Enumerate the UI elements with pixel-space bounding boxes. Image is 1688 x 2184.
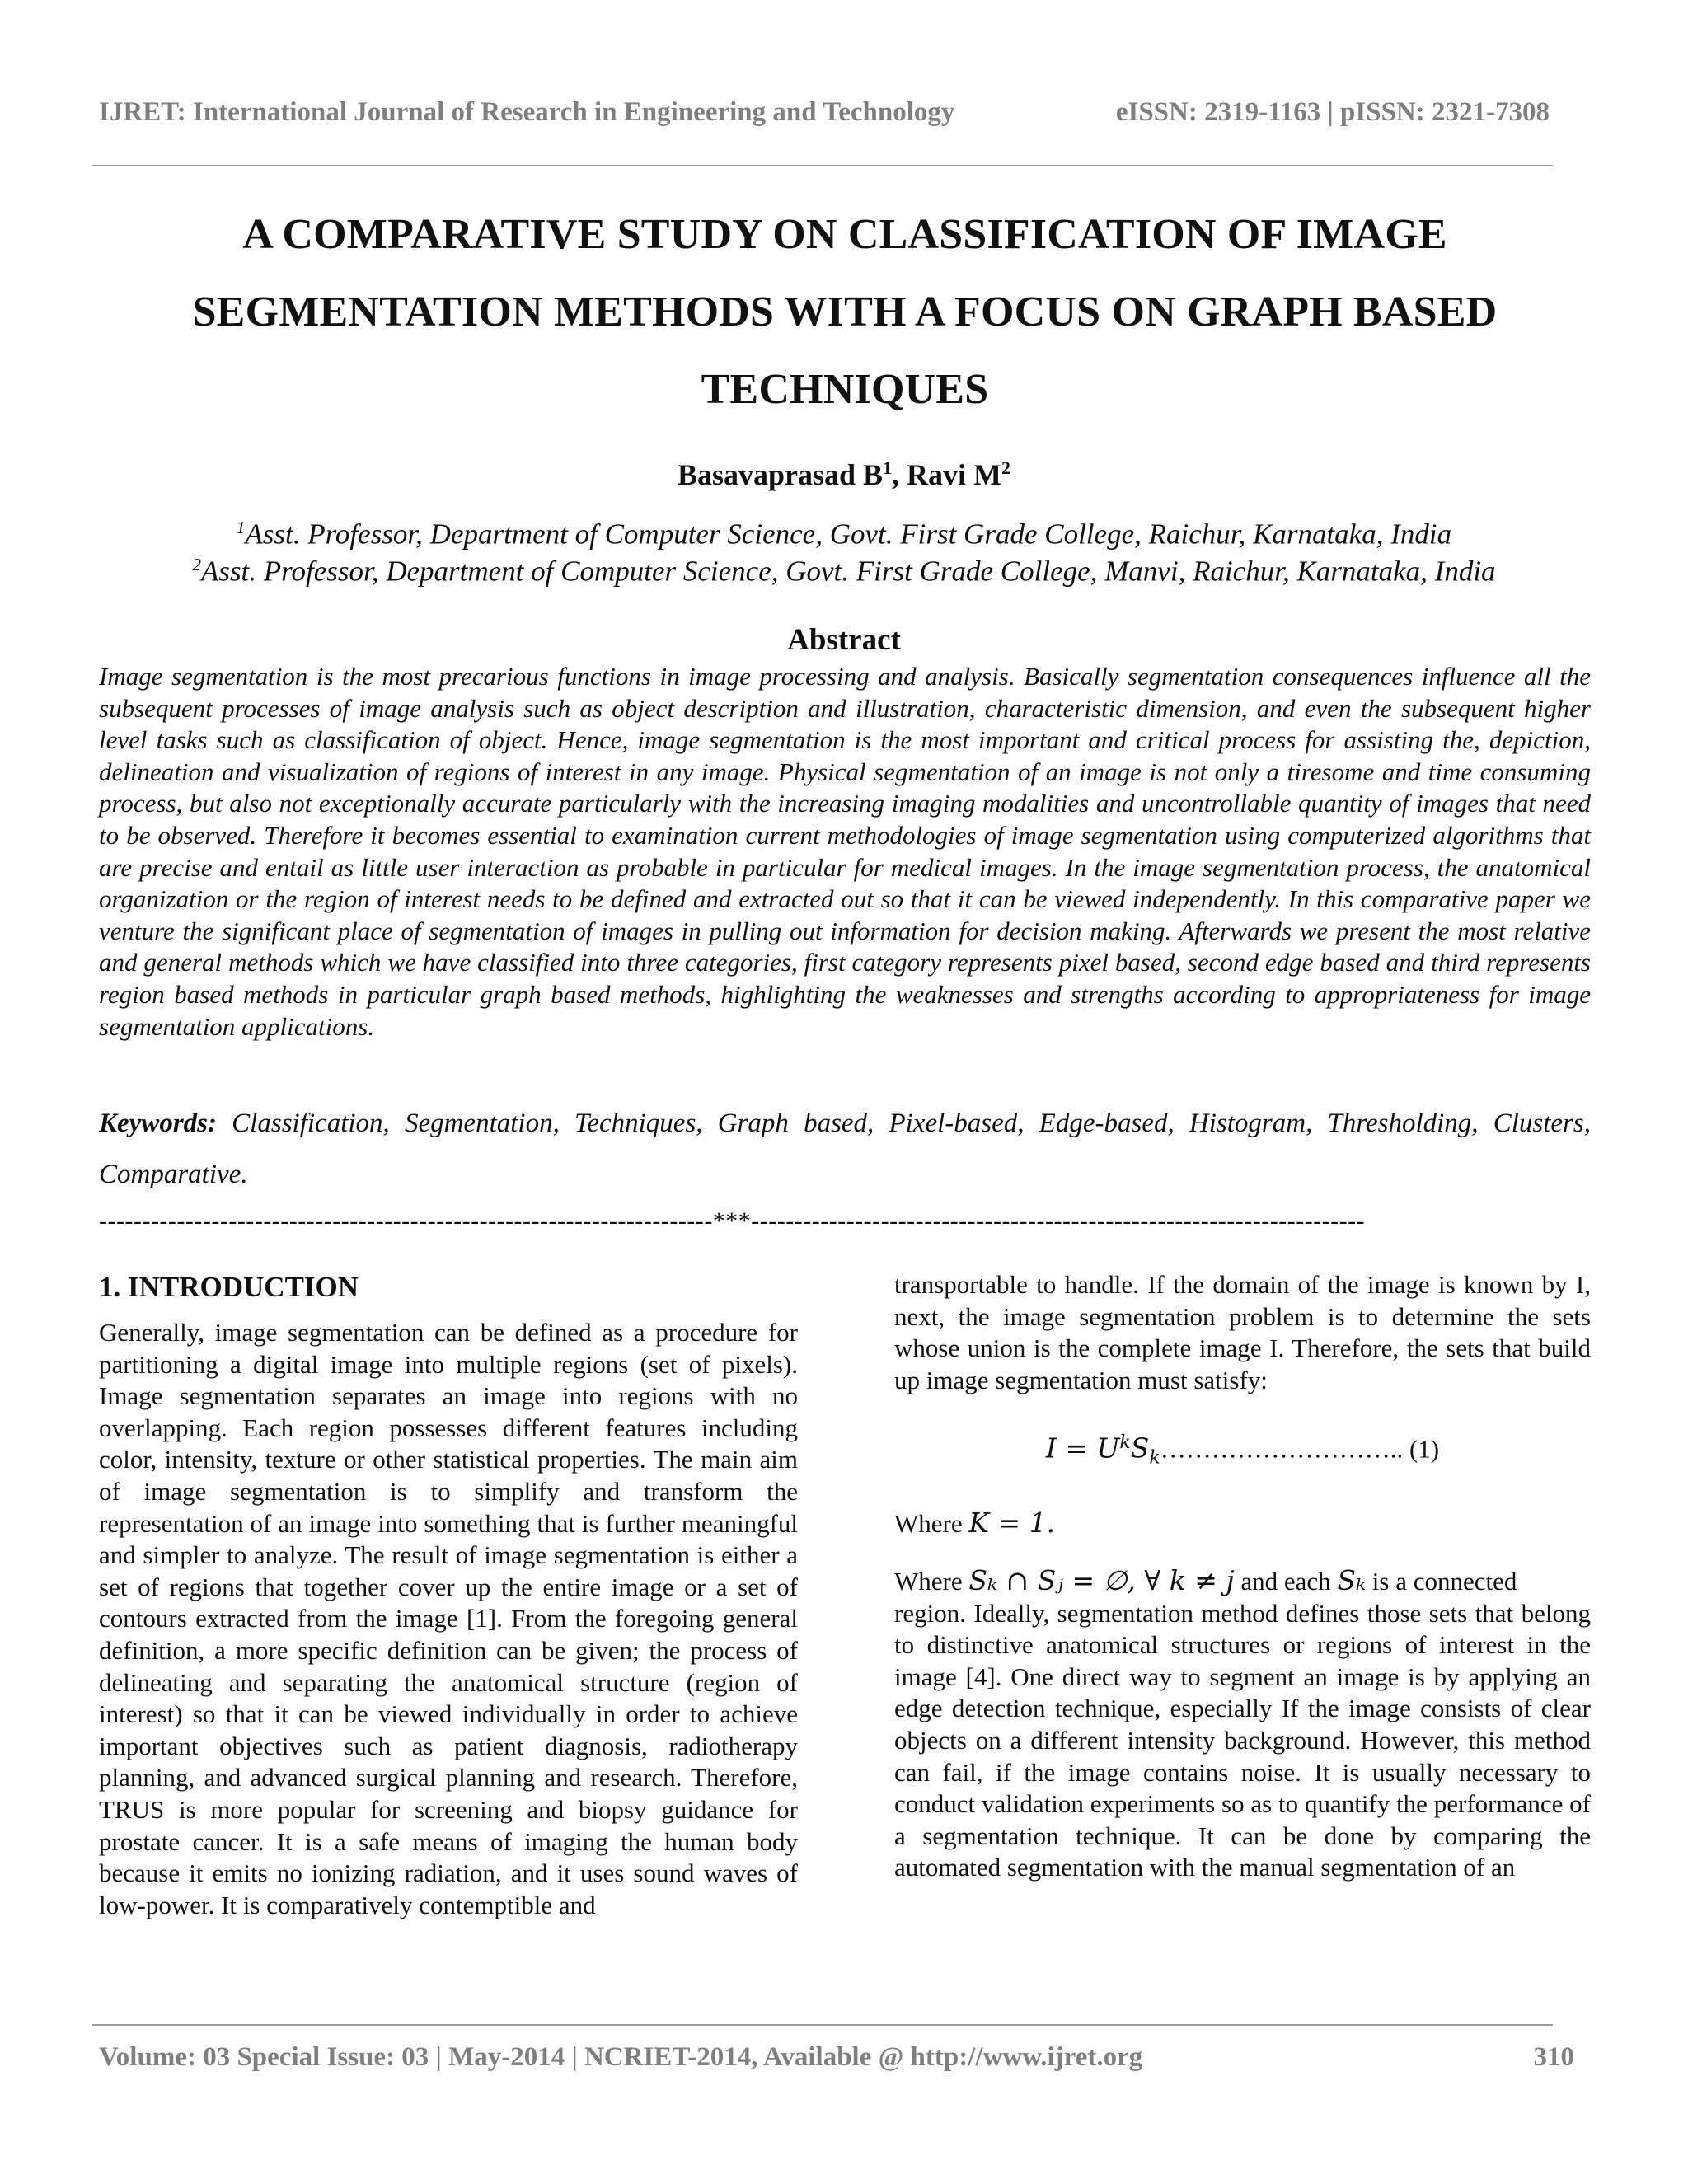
introduction-left-paragraph: Generally, image segmentation can be defined as a procedure for partitioning a digital image into multiple regions (set of pixels). Image segmentation separates an image into regions with no overlapping. Each region possesses different features including color, intensity, texture or other statistical properties. The main aim of image segmentation is to simplify and transform the representation of an image into something that is further meaningful and simpler to analyze. The result of image segmentation is either a set of regions that together cover up the entire image or a set of contours extracted from the image [1]. From the foregoing general definition, a more specific definition can be given; the process of delineating and separating the anatomical structure (region of interest) so that it can be viewed individually in order to achieve important objectives such as patient diagnosis, radiotherapy planning, and advanced surgical planning and research. Therefore, TRUS is more popular for screening and biopsy guidance for prostate cancer. It is a safe means of imaging the human body because it emits no ionizing radiation, and it uses sound waves of low-power. It is comparatively contemptible and — [99, 1318, 798, 1919]
title-line-1: A COMPARATIVE STUDY ON CLASSIFICATION OF IMAGE — [242, 211, 1447, 258]
where-clause-1 — [894, 1507, 1591, 1540]
title-line-2: SEGMENTATION METHODS WITH A FOCUS ON GRAPH BASED — [192, 288, 1498, 335]
abstract-heading: Abstract — [787, 623, 901, 657]
introduction-heading: 1. INTRODUCTION — [99, 1271, 359, 1303]
abstract-text: Image segmentation is the most precarious functions in image processing and analysis. Basically segmentation consequences influence all the subsequent processes of image analysis such as object description and illustration, characteristic dimension, and even the subsequent higher level tasks such as classification of object. Hence, image segmentation is the most important and critical process for assisting the, depiction, delineation and visualization of regions of interest in any image. Physical segmentation of an image is not only a tiresome and time consuming process, but also not exceptionally accurate particularly with the increasing imaging modalities and uncontrollable quantity of images that need to be observed. Therefore it becomes essential to examination current methodologies of image segmentation using computerized algorithms that are precise and entail as little user interaction as probable in particular for medical images. In the image segmentation process, the anatomical organization or the region of interest needs to be defined and extracted out so that it can be viewed independently. In this comparative paper we venture the significant place of segmentation of images in pulling out information for decision making. Afterwards we present the most relative and general methods which we have classified into three categories, first category represents pixel based, second edge based and third represents region based methods in particular graph based methods, highlighting the weaknesses and strengths according to appropriateness for image segmentation applications. — [99, 662, 1591, 1041]
affiliation-1-text: Asst. Professor, Department of Computer Science, Govt. First Grade College, Raichur, Karnataka, India — [245, 518, 1452, 551]
left-column — [99, 1269, 798, 1921]
where-2-tail: is a connected — [1366, 1567, 1517, 1596]
equation-1 — [894, 1427, 1591, 1474]
introduction-right-paragraph-2: region. Ideally, segmentation method defines those sets that belong to distinctive anatomical structures or regions of interest in the image [4]. One direct way to segment an image is by applying an edge detection technique, especially If the image consists of clear objects on a different intensity background. However, this method can fail, if the image contains noise. It is usually necessary to conduct validation experiments so as to quantify the performance of a segmentation technique. It can be done by comparing the automated segmentation with the manual segmentation of an — [894, 1598, 1591, 1882]
title-line-3: TECHNIQUES — [701, 366, 989, 413]
where-clause-2 — [894, 1565, 1591, 1598]
where-2-mid: and each — [1234, 1567, 1338, 1596]
keywords — [99, 1098, 1591, 1200]
affiliation-2-mark: 2 — [192, 555, 201, 574]
where-1-label: Where — [894, 1509, 969, 1539]
introduction-right-paragraph-1: transportable to handle. If the domain of the image is known by I, next, the image segmentation problem is to determine the sets whose union is the complete image I. Therefore, the sets that build up image segmentation must satisfy: — [894, 1270, 1591, 1394]
author-2-affil-mark: 2 — [1001, 457, 1011, 478]
right-column — [894, 1269, 1591, 1884]
author-1-name: Basavaprasad B — [677, 458, 884, 491]
footer-rule — [92, 2024, 1553, 2026]
section-separator: -----------------------------------------------------------------------***----------------------------------------------------------------------- — [99, 1207, 1366, 1235]
equation-subscript: k — [1149, 1447, 1160, 1469]
equation-superscript: k — [1119, 1432, 1131, 1454]
author-2-name: Ravi M — [907, 458, 1002, 491]
equation-set: S — [1130, 1432, 1150, 1465]
author-1-affil-mark: 1 — [883, 457, 893, 478]
issn-numbers: eISSN: 2319-1163 | pISSN: 2321-7308 — [1115, 97, 1550, 127]
affiliation-1 — [0, 518, 1688, 551]
running-footer — [99, 2042, 1574, 2073]
keywords-text: Classification, Segmentation, Techniques, Graph based, Pixel-based, Edge-based, Histogram, Thresholding, Clusters, Comparative. — [99, 1108, 1591, 1189]
author-separator: , — [892, 458, 907, 491]
page-number: 310 — [1533, 2042, 1574, 2072]
where-2-math: Sₖ ∩ Sⱼ = ∅, ∀ k ≠ j — [968, 1564, 1235, 1597]
where-2-label: Where — [894, 1567, 969, 1596]
author-list — [0, 457, 1688, 492]
journal-name: IJRET: International Journal of Research in Engineering and Technology — [99, 97, 955, 127]
running-header — [99, 97, 1550, 128]
equation-number: ……………………….. (1) — [1160, 1434, 1440, 1464]
where-2-math-2: Sₖ — [1337, 1564, 1367, 1597]
where-1-math: K = 1. — [968, 1507, 1056, 1540]
affiliation-2-text: Asst. Professor, Department of Computer Science, Govt. First Grade College, Manvi, Raichur, Karnataka, India — [200, 555, 1496, 588]
affiliation-1-mark: 1 — [236, 518, 246, 537]
equation-lhs: I = U — [1045, 1432, 1120, 1465]
keywords-label: Keywords: — [99, 1108, 217, 1138]
header-rule — [92, 165, 1553, 166]
volume-info: Volume: 03 Special Issue: 03 | May-2014 | NCRIET-2014, Available @ http://www.ijret.org — [99, 2042, 1143, 2072]
paper-title — [115, 196, 1574, 429]
affiliation-2 — [0, 555, 1688, 588]
